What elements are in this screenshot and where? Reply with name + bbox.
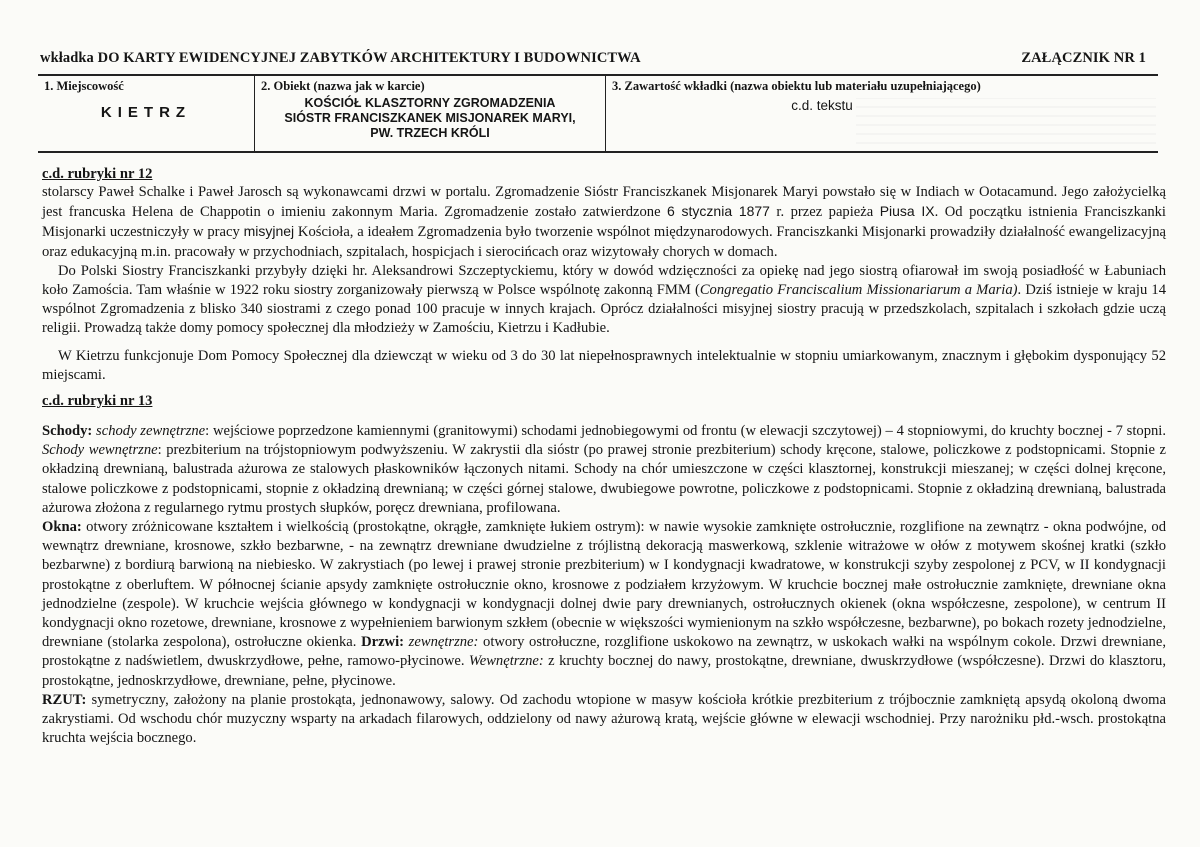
text-run: Kościoła, a ideałem Zgromadzenia było tworzenie wspólnot międzynarodowych. Franciszkanki Misjonarki prowadziły działalność ewangelizacyjną oraz edukacyjną m.in. pracowały w przychodniach, szpitalach, hospicjach i sierocińcach oraz wizytowały chorych w domach. [42, 224, 1166, 260]
text-run: : prezbiterium na trójstopniowym podwyższeniu. W zakrystii dla sióstr (po prawej stronie prezbiterium) schody kręcone, stalowe, policzkowe z podstopnicami. Stopnie z okładziną drewnianą, balustrada ażurowa ze stalowych płaskowników łączonych nitami. Schody na chór umieszczone w części klasztornej, konstrukcji mieszanej; w części dolnej kręcone, stalowe policzkowe z podstopnicami, stopnie z okładziną drewnianą; w części górnej stalowe, dwubiegowe powrotne, policzkowe z podstopnicami. Stopnie z okładziną drewnianą, balustrada ażurowa złożona z regularnego rytmu prostych słupków, poręcz drewniana, profilowana. [42, 442, 1166, 516]
text-run: symetryczny, założony na planie prostokąta, jednonawowy, salowy. Od zachodu wtopione w masyw kościoła krótkie prezbiterium z trójbocznie zamkniętą apsydą okoloną dwoma zakrystiami. Od wschodu chór muzyczny wsparty na arkadach filarowych, oddzielony od nawy ażurową kratą, wejście główne w elewacji wschodniej. Przy narożniku płd.-wsch. prostokątna kruchta wejścia bocznego. [42, 691, 1166, 747]
text-run: . Od początku istnienia Franciszkanki Misjonarki uczestniczyły w pracy [42, 204, 1166, 241]
section-12-paragraph-3: W Kietrzu funkcjonuje Dom Pomocy Społecznej dla dziewcząt w wieku od 3 do 30 lat niepełnosprawnych intelektualnie w stopniu umiarkowanym, znacznym i głębokim dysponujący 52 miejscami. [42, 347, 1166, 383]
text-run: stolarscy Paweł Schalke i Paweł Jarosch są wykonawcami drzwi w portalu. Zgromadzenie Sióstr Franciszkanek Misjonarek Maryi powstało się w Indiach w Ootacamund. Jego założycielką jest francuska Helena de Chappotin o imieniu zakonnym Maria. Zgromadzenie zostało zatwierdzone [42, 184, 1166, 221]
plan-paragraph [42, 691, 1166, 749]
object-value-line: SIÓSTR FRANCISZKANEK MISJONAREK MARYI, [284, 111, 576, 125]
mission-word: misyjnej [243, 223, 295, 240]
locality-label: 1. Miejscowość [44, 79, 124, 93]
section-12-heading: c.d. rubryki nr 12 [42, 166, 153, 182]
windows-label: Okna: [42, 519, 82, 536]
doors-label: Drzwi: [361, 634, 405, 651]
text-run: z kruchty bocznej do nawy, prostokątne, drewniane, dwuskrzydłowe (współczesne). Drzwi do klasztoru, prostokątne, jednoskrzydłowe, drewniane, pełne, płycinowe. [42, 653, 1166, 689]
spacer [42, 339, 1166, 347]
object-value-line: PW. TRZECH KRÓLI [370, 126, 490, 140]
windows-doors-paragraph [42, 518, 1166, 691]
section-12-paragraph-2 [42, 262, 1166, 339]
spacer [42, 410, 1166, 418]
section-13-heading: c.d. rubryki nr 13 [42, 393, 153, 410]
object-value-line: KOŚCIÓŁ KLASZTORNY ZGROMADZENIA [304, 96, 556, 110]
doors-exterior-label: zewnętrzne: [408, 634, 479, 651]
text-run: otwory zróżnicowane kształtem i wielkością (prostokątne, okrągłe, zamknięte łukiem ostrym): w nawie wysokie zamknięte ostrołucznie, rozglifione na zewnątrz - okna podwójne, od wewnątrz drewniane, krosnowe, szkło bezbarwne, - na zewnątrz drewniane dwudzielne z trójlistną dekoracją maswerkową, szklenie witrażowe w ołów z motywem skośnej kratki (szkło bezbarwne) z bordiurą barwioną na niebiesko. W zakrystiach (po lewej i prawej stronie prezbiterium) w I kondygnacji kwadratowe, w konstrukcji szyby zespolonej z PCV, w II kondygnacji prostokątne z oberluftem. W północnej ścianie apsydy zamknięte ostrołucznie okno, krosnowe z podziałem krzyżowym. W kruchcie bocznej małe ostrołucznie zamknięte, drewniane okna jednodzielne (zespole). W kruchcie wejścia głównego w kondygnacji w kondygnacji dolnej dwie pary drewnianych, ostrołucznych okienek (okna współczesne, zespolone), w centrum II kondygnacji okno rozetowe, drewniane, krosnowe z wypełnieniem barwionym szkłem (obecnie w większości wymienionym na szkło współczesne, bezbarwne), po bokach rozety jednodzielne, drewniane (stolarka zespolona), ostrołuczne okienka. [42, 519, 1166, 651]
bleed-through-texture [856, 98, 1156, 144]
doors-interior-label: Wewnętrzne: [468, 653, 544, 670]
object-label: 2. Obiekt (nazwa jak w karcie) [261, 79, 425, 93]
stairs-exterior-label: schody zewnętrzne [96, 423, 206, 440]
locality-cell [38, 76, 255, 151]
stairs-paragraph [42, 422, 1166, 518]
document-body [42, 166, 1166, 748]
latin-name: Congregatio Franciscalium Missionariarum a Maria) [699, 282, 1018, 299]
text-run: . Dziś istnieje w kraju 14 wspólnot Zgromadzenia z blisko 340 siostrami z czego ponad 100 pracuje w innych krajach. Oprócz działalności misyjnej siostry pracują w przedszkolach, szpitalach i szkołach gdzie uczą religii. Prowadzą także domy pomocy społecznej dla młodzieży w Zamościu, Kietrzu i Kadłubie. [42, 282, 1166, 337]
contents-cell [606, 76, 1158, 151]
stairs-interior-label: Schody wewnętrzne [42, 442, 158, 459]
object-cell [255, 76, 606, 151]
text-run: : wejściowe poprzedzone kamiennymi (granitowymi) schodami jednobiegowymi od frontu (w elewacji szczytowej) – 4 stopniowymi, do kruchty bocznej - 7 stopni. [205, 423, 1166, 440]
date-text: 6 stycznia 1877 [667, 203, 770, 220]
object-value [255, 96, 605, 141]
attachment-number: ZAŁĄCZNIK NR 1 [1021, 50, 1146, 66]
contents-label: 3. Zawartość wkładki (nazwa obiektu lub materiału uzupełniającego) [612, 79, 981, 93]
plan-label: RZUT: [42, 691, 87, 708]
section-12-paragraph-1 [42, 183, 1166, 262]
document-title-bar [40, 50, 1146, 67]
text-run: otwory ostrołuczne, rozglifione uskokowo na zewnątrz, w uskokach wałki na wspólnym cokole. Drzwi drewniane, prostokątne z nadświetlem, dwuskrzydłowe, pełne, ramowo-płycinowe. [42, 634, 1166, 670]
header-table [38, 74, 1158, 153]
document-title: wkładka DO KARTY EWIDENCYJNEJ ZABYTKÓW ARCHITEKTURY I BUDOWNICTWA [40, 50, 641, 66]
pope-name: Piusa IX [879, 203, 935, 220]
stairs-label: Schody: [42, 423, 93, 440]
locality-value: KIETRZ [100, 104, 192, 121]
spacer [42, 385, 1166, 393]
text-run: r. przez papieża [769, 204, 880, 221]
contents-value: c.d. tekstu [791, 98, 853, 113]
text-run: Do Polski Siostry Franciszkanki przybyły dzięki hr. Aleksandrowi Szczeptyckiemu, który w dowód wdzięczności za opiekę nad jego siostrą ofiarował im swoją posiadłość w Łabuniach koło Zamościa. Tam właśnie w 1922 roku siostry zorganizowały pierwszą w Polsce wspólnotę zakonną FMM ( [42, 262, 1166, 299]
